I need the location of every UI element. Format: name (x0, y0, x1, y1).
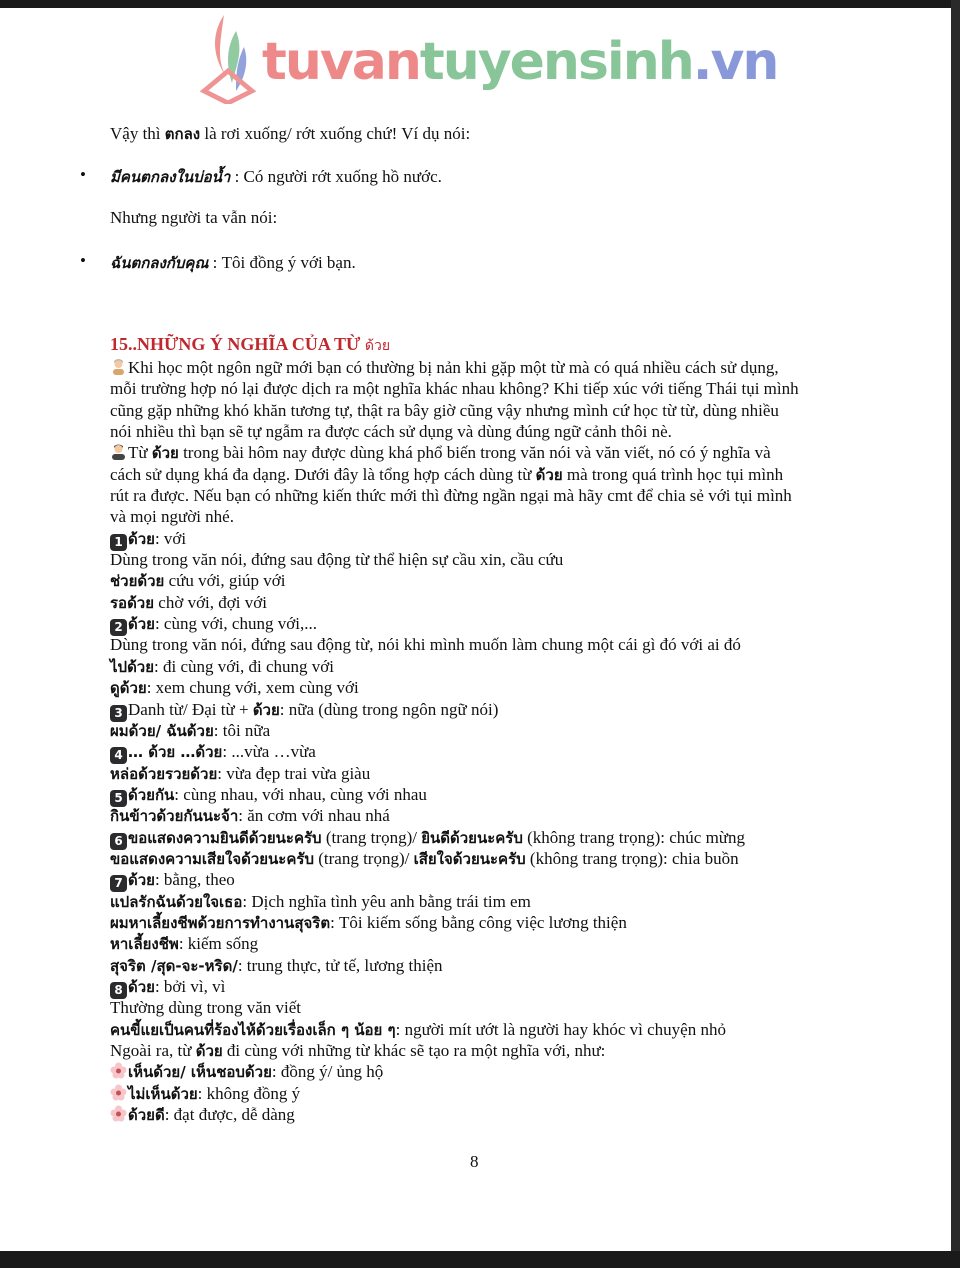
thai-term: ด้วย (128, 977, 155, 996)
text-line (110, 699, 799, 720)
thai-term: เสียใจด้วยนะครับ (413, 849, 526, 868)
text-line (110, 442, 799, 463)
text-segment: : không đồng ý (197, 1083, 301, 1103)
avatar-man-icon (110, 443, 127, 460)
thai-term: ด้วยกัน (128, 785, 175, 804)
text-line (110, 506, 799, 527)
text-segment: : Tôi đồng ý với bạn. (208, 253, 356, 272)
number-keycap-icon: 6 (110, 833, 127, 850)
number-keycap-icon: 4 (110, 747, 127, 764)
text-line (110, 378, 799, 399)
thai-term: แปลรักฉันด้วยใจเธอ (110, 892, 243, 911)
flower-icon (110, 1084, 127, 1101)
text-line (110, 912, 799, 933)
text-line (110, 592, 799, 613)
text-segment: Dùng trong văn nói, đứng sau động từ thể hiện sự cầu xin, cầu cứu (110, 550, 564, 570)
thai-term: ด้วย (128, 871, 155, 890)
text-segment: mỗi trường hợp nó lại được dịch ra một nghĩa khác nhau không? Khi tiếp xúc với tiếng Thái tụi mình (110, 379, 799, 399)
text-line (110, 400, 799, 421)
thai-term: ขอแสดงความยินดีด้วยนะครับ (128, 828, 322, 847)
text-line (110, 763, 799, 784)
text-line (110, 634, 799, 655)
text-segment: : tôi nữa (213, 720, 271, 740)
text-segment: Từ (128, 443, 152, 463)
text-segment: là rơi xuống/ rớt xuống chứ! Ví dụ nói: (200, 124, 471, 143)
text-segment: Vậy thì (110, 124, 165, 143)
text-line (110, 848, 799, 869)
viewer-bottom-bar (0, 1251, 960, 1268)
text-line (110, 805, 799, 826)
text-segment: : Tôi kiếm sống bằng công việc lương thiện (330, 912, 627, 932)
text-line (110, 1104, 799, 1125)
thai-term: ไปด้วย (110, 657, 155, 676)
text-line (110, 997, 799, 1018)
thai-term: ผมด้วย/ ฉันด้วย (110, 721, 214, 740)
avatar-woman-icon (110, 358, 127, 375)
text-segment: : với (154, 528, 187, 548)
section-title-text: 15..NHỮNG Ý NGHĨA CỦA TỪ (110, 334, 365, 354)
thai-term: ด้วยดี (128, 1106, 165, 1125)
thai-term: ยินดีด้วยนะครับ (421, 828, 523, 847)
text-line (110, 720, 799, 741)
thai-term: หาเลี้ยงชีพ (110, 935, 179, 954)
document-body (110, 357, 799, 1125)
section-title (110, 334, 390, 357)
thai-term: ฉันตกลงกับคุณ (110, 254, 209, 272)
text-line (110, 1019, 799, 1040)
text-segment: : bởi vì, vì (154, 976, 226, 996)
text-line (110, 784, 799, 805)
text-segment: : nữa (dùng trong ngôn ngữ nói) (279, 699, 499, 719)
text-line (110, 891, 799, 912)
flower-icon (110, 1062, 127, 1079)
watermark-part: tuyensinh (419, 32, 693, 92)
text-segment: : đạt được, dễ dàng (164, 1105, 295, 1125)
text-segment: : bằng, theo (154, 870, 235, 890)
viewer-top-bar (0, 0, 960, 8)
number-keycap-icon: 2 (110, 619, 127, 636)
text-segment: : cùng với, chung với,... (154, 614, 317, 634)
thai-term: กินข้าวด้วยกันนะจ้า (110, 807, 239, 826)
thai-term: หล่อด้วยรวยด้วย (110, 764, 218, 783)
text-segment: chờ với, đợi với (154, 592, 267, 612)
text-segment: : đồng ý/ ủng hộ (271, 1062, 384, 1082)
thai-term: ด้วย (128, 615, 155, 634)
text-line (110, 570, 799, 591)
text-segment: Thường dùng trong văn viết (110, 998, 302, 1018)
text-line (110, 1040, 799, 1061)
number-keycap-icon: 8 (110, 982, 127, 999)
text-segment: : kiếm sống (178, 934, 259, 954)
thai-term: มีคนตกลงในบ่อน้ำ (110, 168, 231, 186)
text-line (110, 528, 799, 549)
text-segment: : Có người rớt xuống hồ nước. (230, 167, 442, 186)
text-segment: rút ra được. Nếu bạn có những kiến thức mới thì đừng ngần ngại mà hãy cmt để chia sẻ với tụi mình (110, 486, 792, 506)
intro-bullet-2 (110, 251, 356, 275)
text-segment: : vừa đẹp trai vừa giàu (217, 763, 371, 783)
text-line (110, 613, 799, 634)
text-line (110, 827, 799, 848)
thai-term: ไม่เห็นด้วย (128, 1084, 198, 1103)
text-segment: : đi cùng với, đi chung với (154, 656, 334, 676)
text-segment: Dùng trong văn nói, đứng sau động từ, nói khi mình muốn làm chung một cái gì đó với ai đó (110, 635, 741, 655)
text-segment: : xem chung với, xem cùng với (146, 678, 359, 698)
watermark-logo (262, 32, 777, 92)
intro-line-2 (110, 208, 277, 228)
text-segment: cũng gặp những khó khăn tương tự, thật ra bây giờ cũng vậy nhưng mình cứ học từ từ, dùng nhiều (110, 400, 779, 420)
thai-term: ด้วย (252, 700, 280, 719)
viewer-right-edge (951, 0, 960, 1268)
bullet-dot: • (80, 165, 86, 184)
text-segment: : cùng nhau, với nhau, cùng với nhau (174, 784, 427, 804)
text-line (110, 1083, 799, 1104)
thai-term: รอด้วย (110, 593, 155, 612)
text-segment: : trung thực, tử tế, lương thiện (237, 955, 443, 975)
watermark-flame-logo (200, 14, 256, 104)
text-line (110, 955, 799, 976)
text-segment: (không trang trọng): chia buồn (525, 848, 739, 868)
text-line (110, 976, 799, 997)
text-line (110, 677, 799, 698)
number-keycap-icon: 3 (110, 705, 127, 722)
text-segment: (không trang trọng): chúc mừng (522, 827, 746, 847)
text-segment: : ăn cơm với nhau nhá (238, 806, 390, 826)
text-line (110, 357, 799, 378)
text-segment: cứu với, giúp với (164, 571, 286, 591)
thai-term: สุจริต /สุด-จะ-หริด/ (110, 956, 238, 975)
text-line (110, 933, 799, 954)
text-segment: và mọi người nhé. (110, 507, 234, 527)
text-line (110, 656, 799, 677)
intro-line-1 (110, 122, 470, 146)
section-title-thai: ด้วย (364, 338, 391, 354)
text-segment: đi cùng với những từ khác sẽ tạo ra một nghĩa với, như: (222, 1041, 606, 1060)
thai-term: คนขี้แยเป็นคนที่ร้องไห้ด้วยเรื่องเล็ก ๆ น้อย ๆ (110, 1020, 396, 1039)
text-segment: (trang trọng)/ (321, 827, 422, 847)
bullet-dot: • (80, 251, 86, 270)
text-segment: : người mít ướt là người hay khóc vì chuyện nhỏ (395, 1019, 726, 1039)
number-keycap-icon: 5 (110, 790, 127, 807)
text-line (110, 549, 799, 570)
text-segment: cách sử dụng khá đa dạng. Dưới đây là tổng hợp cách dùng từ (110, 464, 536, 484)
watermark-part: tuvan (262, 32, 420, 92)
thai-term: เห็นด้วย/ เห็นชอบด้วย (128, 1063, 272, 1082)
text-segment: Khi học một ngôn ngữ mới bạn có thường bị nản khi gặp một từ mà có quá nhiều cách sử dụng, (128, 358, 779, 377)
thai-term: ขอแสดงความเสียใจด้วยนะครับ (110, 849, 314, 868)
text-segment: : Dịch nghĩa tình yêu anh bằng trái tim em (242, 891, 531, 911)
thai-term: ด้วย (128, 529, 155, 548)
intro-bullet-1 (110, 165, 442, 189)
thai-term: ด้วย (195, 1042, 223, 1060)
text-segment: : ...vừa …vừa (222, 742, 316, 762)
number-keycap-icon: 1 (110, 534, 127, 551)
text-line (110, 485, 799, 506)
thai-term: ดูด้วย (110, 679, 147, 698)
thai-term: ผมหาเลี้ยงชีพด้วยการทำงานสุจริต (110, 913, 331, 932)
text-line (110, 464, 799, 485)
thai-term: ด้วย (535, 465, 563, 484)
text-segment: Nhưng người ta vẫn nói: (110, 208, 278, 227)
text-segment: nói nhiều thì bạn sẽ tự ngẫm ra được cách sử dụng và dùng đúng ngữ cảnh thôi nè. (110, 422, 672, 442)
thai-term: ตกลง (164, 125, 201, 143)
text-segment: (trang trọng)/ (313, 848, 414, 868)
text-segment: mà trong quá trình học tụi mình (562, 464, 784, 484)
thai-term: ด้วย (151, 444, 179, 463)
flower-icon (110, 1105, 127, 1122)
text-line (110, 741, 799, 762)
thai-term: … ด้วย …ด้วย (128, 743, 223, 762)
number-keycap-icon: 7 (110, 875, 127, 892)
watermark-part: .vn (692, 32, 778, 92)
thai-term: ช่วยด้วย (110, 572, 165, 591)
text-segment: trong bài hôm nay được dùng khá phổ biến trong văn nói và văn viết, nó có ý nghĩa và (178, 443, 771, 463)
text-line (110, 1061, 799, 1082)
text-segment: Ngoài ra, từ (110, 1041, 196, 1060)
text-segment: Danh từ/ Đại từ + (128, 699, 253, 719)
text-line (110, 869, 799, 890)
page-number: 8 (470, 1152, 479, 1171)
text-line (110, 421, 799, 442)
